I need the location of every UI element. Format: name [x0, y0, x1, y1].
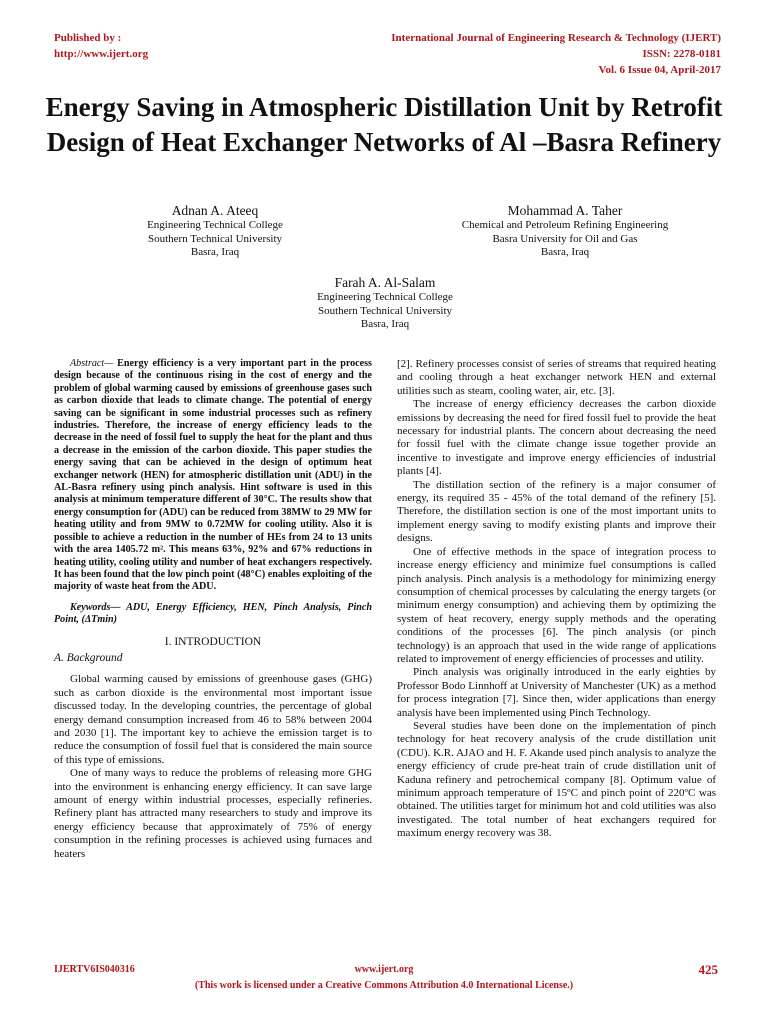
header-right — [391, 30, 721, 78]
abstract — [54, 358, 372, 594]
header-left — [54, 30, 148, 62]
author-affiliation: Southern Technical University — [147, 232, 283, 245]
published-by: Published by : — [54, 32, 122, 44]
keywords — [54, 602, 372, 627]
body-paragraph: Global warming caused by emissions of greenhouse gases (GHG) such as carbon dioxide is the environmental most important issue discussed today. In the developing countries, the percentage of global energy demand consumption increased from 46 to 58% between 2004 and 2030 [1]. The important key to achieve the emission target is to reduce the consumption of fossil fuel that is considered the main source of this type of emissions. — [54, 673, 372, 766]
author-location: Basra, Iraq — [360, 318, 410, 330]
body-paragraph: The distillation section of the refinery is a major consumer of energy, its required 35 - 45% of the total demand of the refinery [5]. Therefore, the distillation section is one of the most important units to implement energy saving to modify existing plants and improve their designs. — [397, 478, 716, 545]
author-block — [280, 274, 490, 332]
paper-id: IJERTV6IS040316 — [54, 964, 135, 975]
author-name: Farah A. Al-Salam — [334, 275, 436, 290]
author-name: Mohammad A. Taher — [507, 203, 623, 218]
site-link[interactable]: http://www.ijert.org — [54, 48, 149, 60]
page-number: 425 — [698, 962, 718, 977]
keywords-label: Keywords— — [70, 601, 121, 613]
body-paragraph: Several studies have been done on the implementation of pinch technology for heat recovery analysis of the crude distillation unit (CDU). K.R. AJAO and H. F. Akande used pinch analysis to analyze the energy efficiency of crude pre-heat train of crude distillation unit of Kaduna refinery and petrochemical company [8]. Optimum value of minimum approach temperature of 15ºC and pinch point of 220ºC was obtained. The utilities target for minimum hot and cold utilities was also investigated. The total number of heat exchangers required for maximum energy recovery was 38. — [397, 719, 716, 840]
license-notice: (This work is licensed under a Creative Commons Attribution 4.0 International License.) — [194, 980, 574, 991]
author-affiliation: Engineering Technical College — [147, 219, 283, 231]
journal-name: International Journal of Engineering Research & Technology (IJERT) — [391, 32, 721, 44]
body-paragraph: One of effective methods in the space of integration process to increase energy efficiency and minimize fuel consumptions is called pinch analysis. Pinch analysis is a methodology for minimizing energy consumption of chemical processes by calculating the energy targets (or minimum energy consumption) and achieving them by optimizing the system of heat recovery, energy supply methods and the operating conditions of the processes [6]. The pinch analysis (or pinch technology) is an approach that used in the wide range of applications related to improvement of energy efficiencies of processes and utility. — [397, 545, 716, 665]
author-affiliation: Basra University for Oil and Gas — [492, 232, 638, 245]
author-affiliation: Southern Technical University — [317, 304, 453, 317]
author-location: Basra, Iraq — [540, 246, 590, 258]
volume-issue: Vol. 6 Issue 04, April-2017 — [598, 64, 721, 76]
left-column — [54, 358, 372, 861]
author-block — [400, 202, 730, 260]
issn: ISSN: 2278-0181 — [642, 48, 721, 60]
author-block — [120, 202, 310, 260]
body-paragraph: One of many ways to reduce the problems of releasing more GHG into the environment is enhancing energy efficiency. It can save large amount of energy within industrial processes, especially refineries. Refinery plant has attracted many researchers to study and improve its energy efficiency because that approximately of 75% of energy consumption in the refining processes is achieved using furnaces and heaters — [54, 767, 372, 860]
abstract-label: Abstract— — [70, 358, 114, 369]
right-column — [397, 358, 716, 841]
keywords-text: ADU, Energy Efficiency, HEN, Pinch Analysis, Pinch Point, (ΔTmin) — [54, 601, 372, 626]
author-affiliation: Engineering Technical College — [317, 291, 453, 303]
section-heading: I. INTRODUCTION — [164, 635, 262, 648]
body-paragraph: Pinch analysis was originally introduced in the early eighties by Professor Bodo Linnhoff at University of Manchester (UK) as a method for process integration [7]. Since then, wider applications than energy analysis have been implemented using Pinch Technology. — [397, 666, 716, 719]
paper-title: Energy Saving in Atmospheric Distillation Unit by Retrofit Design of Heat Exchanger Networks of Al –Basra Refinery — [45, 92, 723, 157]
subsection-heading: A. Background — [54, 651, 123, 664]
body-paragraph: [2]. Refinery processes consist of series of streams that required heating and cooling through a heat exchanger network HEN and external utilities such as steam, cooling water, air, etc. [3]. — [397, 358, 716, 397]
abstract-text: Energy efficiency is a very important part in the process design because of the continuous rising in the cost of energy and the problem of global warming caused by emissions of greenhouse gases such as carbon dioxide that leads to climate change. The potential of energy saving can be significant in some industrial processes such as refinery industries. Therefore, the increase of energy efficiency leads to the decrease in the need of fossil fuel to supply the heat for the plant and thus a decrease in the emission of the carbon dioxide. This paper studies the energy saving that can be achieved in the design of optimum heat exchanger network (HEN) for atmospheric distillation unit (ADU) in the AL-Basra refinery using pinch analysis. Hint software is used in this analysis at minimum temperature different of 30°C. The results show that energy consumption for (ADU) can be reduced from 38MW to 29 MW for heating utility and from 9MW to 0.72MW for cooling utility. Also it is possible to achieve a reduction in the number of HEs from 24 to 13 units with the area 1405.72 m². This means 63%, 92% and 67% reductions in heating utility, cooling utility and number of heat exchangers respectively. It has been found that the low pinch point (48°C) enables exploiting of the majority of waste heat from the ADU. — [54, 358, 372, 593]
author-location: Basra, Iraq — [190, 246, 240, 258]
body-paragraph: The increase of energy efficiency decreases the carbon dioxide emissions by decreasing the need for fired fossil fuel to provide the heat necessary for industrial plants. The concern about decreasing the need for fossil fuel with the climate change issue together provide an incentive to investigate and improve energy efficiencies of industrial plants [4]. — [397, 398, 716, 478]
author-name: Adnan A. Ateeq — [171, 203, 259, 218]
footer-link[interactable]: www.ijert.org — [354, 964, 414, 975]
author-affiliation: Chemical and Petroleum Refining Engineering — [461, 219, 669, 231]
